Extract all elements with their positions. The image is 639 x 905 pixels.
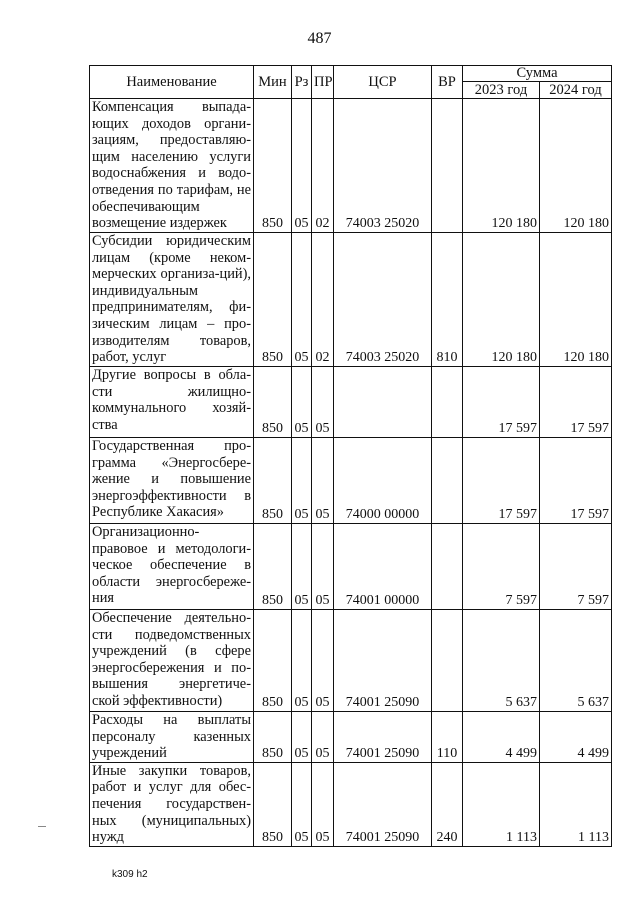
row-sum-2024: 1 113 (540, 762, 612, 846)
row-vr (432, 438, 463, 524)
row-sum-2024: 5 637 (540, 610, 612, 712)
row-sum-2023: 17 597 (463, 438, 540, 524)
row-name: Обеспечение деятельно-сти подведомственных учреждений (в сфере энергосбережения и по-вышения энергетиче-ской эффективности) (90, 610, 254, 712)
row-rz: 05 (292, 233, 312, 367)
row-name: Государственная про-грамма «Энергосбере-жение и повышение энергоэффективности в Республике Хакасия» (90, 438, 254, 524)
row-sum-2023: 5 637 (463, 610, 540, 712)
table-row (90, 524, 612, 610)
row-name: Компенсация выпада-ющих доходов органи-зациям, предоставляю-щим населению услуги водоснабжения и водо-отведения по тарифам, не обеспечивающим возмещение издержек (90, 99, 254, 233)
page-number: 487 (307, 30, 332, 47)
row-rz: 05 (292, 610, 312, 712)
row-min: 850 (254, 524, 292, 610)
header-year-2024: 2024 год (540, 82, 612, 99)
row-min: 850 (254, 712, 292, 763)
row-pr: 05 (312, 524, 334, 610)
row-rz: 05 (292, 99, 312, 233)
row-vr (432, 610, 463, 712)
row-vr: 110 (432, 712, 463, 763)
row-name: Организационно-правовое и методологи-ческое обеспечение в области энергосбереже-ния (90, 524, 254, 610)
row-min: 850 (254, 438, 292, 524)
row-sum-2024: 4 499 (540, 712, 612, 763)
table-row (90, 233, 612, 367)
row-min: 850 (254, 367, 292, 438)
row-pr: 02 (312, 99, 334, 233)
row-min: 850 (254, 762, 292, 846)
header-sum: Сумма (463, 66, 612, 82)
row-min: 850 (254, 610, 292, 712)
row-sum-2023: 120 180 (463, 233, 540, 367)
row-rz: 05 (292, 762, 312, 846)
row-rz: 05 (292, 524, 312, 610)
row-pr: 05 (312, 367, 334, 438)
header-year-2023: 2023 год (463, 82, 540, 99)
table-header-row (90, 66, 612, 82)
row-sum-2023: 1 113 (463, 762, 540, 846)
row-rz: 05 (292, 367, 312, 438)
row-vr (432, 524, 463, 610)
header-name: Наименование (90, 66, 254, 99)
header-rz: Рз (292, 66, 312, 99)
footer-code: k309 h2 (112, 869, 148, 880)
row-name: Субсидии юридическим лицам (кроме неком-мерческих организа-ций), индивидуальным предпринимателям, фи-зическим лицам – про-изводителям товаров, работ, услуг (90, 233, 254, 367)
table-row (90, 762, 612, 846)
row-min: 850 (254, 99, 292, 233)
header-min: Мин (254, 66, 292, 99)
row-sum-2023: 17 597 (463, 367, 540, 438)
row-csr: 74001 25090 (334, 712, 432, 763)
row-vr (432, 99, 463, 233)
row-vr: 240 (432, 762, 463, 846)
row-sum-2024: 17 597 (540, 367, 612, 438)
margin-mark (38, 826, 46, 827)
row-pr: 05 (312, 762, 334, 846)
row-csr: 74000 00000 (334, 438, 432, 524)
row-csr: 74003 25020 (334, 99, 432, 233)
row-sum-2023: 4 499 (463, 712, 540, 763)
table-row (90, 438, 612, 524)
row-sum-2023: 7 597 (463, 524, 540, 610)
table-row (90, 712, 612, 763)
row-rz: 05 (292, 438, 312, 524)
header-vr: ВР (432, 66, 463, 99)
row-csr: 74001 25090 (334, 610, 432, 712)
row-sum-2024: 17 597 (540, 438, 612, 524)
row-pr: 05 (312, 438, 334, 524)
row-csr: 74001 25090 (334, 762, 432, 846)
row-vr: 810 (432, 233, 463, 367)
row-csr: 74001 00000 (334, 524, 432, 610)
row-sum-2024: 7 597 (540, 524, 612, 610)
row-pr: 02 (312, 233, 334, 367)
budget-table (89, 65, 612, 847)
row-sum-2023: 120 180 (463, 99, 540, 233)
row-csr (334, 367, 432, 438)
row-vr (432, 367, 463, 438)
row-min: 850 (254, 233, 292, 367)
row-csr: 74003 25020 (334, 233, 432, 367)
table-row (90, 99, 612, 233)
row-pr: 05 (312, 610, 334, 712)
row-name: Другие вопросы в обла-сти жилищно-коммунального хозяй-ства (90, 367, 254, 438)
table-row (90, 367, 612, 438)
row-rz: 05 (292, 712, 312, 763)
row-sum-2024: 120 180 (540, 233, 612, 367)
row-sum-2024: 120 180 (540, 99, 612, 233)
table-row (90, 610, 612, 712)
header-csr: ЦСР (334, 66, 432, 99)
header-pr: ПР (312, 66, 334, 99)
row-name: Иные закупки товаров, работ и услуг для обес-печения государствен-ных (муниципальных) нужд (90, 762, 254, 846)
row-name: Расходы на выплаты персоналу казенных учреждений (90, 712, 254, 763)
row-pr: 05 (312, 712, 334, 763)
